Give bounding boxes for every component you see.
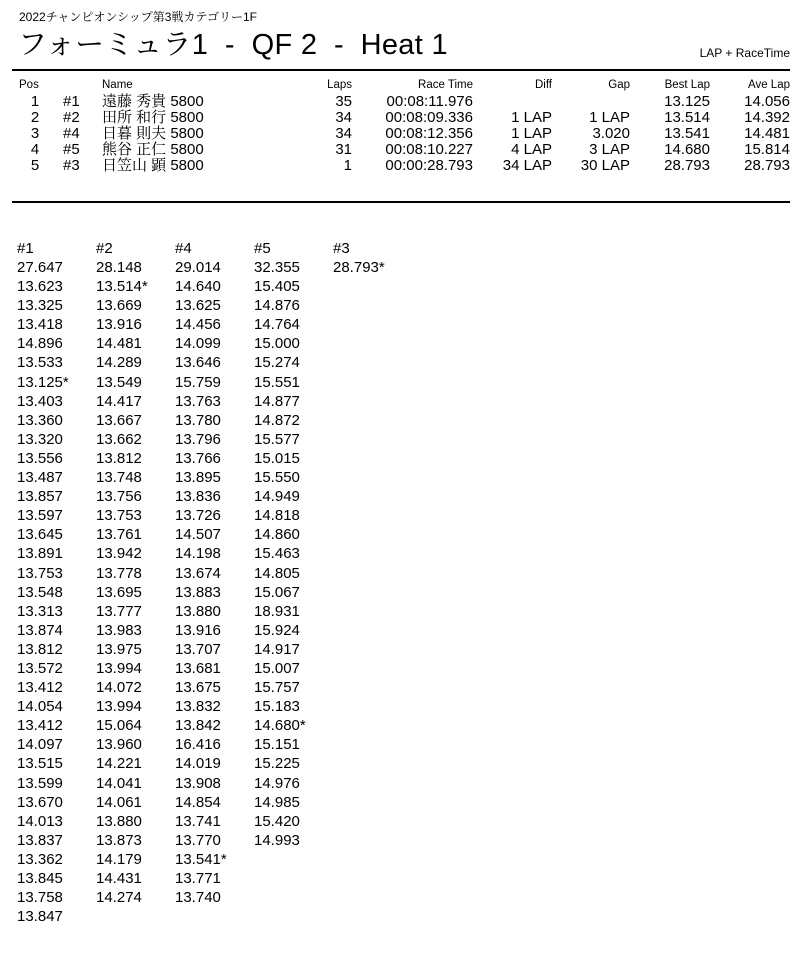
results-table: [0, 79, 800, 174]
lap-time-cell: 13.695: [96, 583, 142, 601]
cell-race-time: 00:08:11.976: [386, 93, 473, 110]
lap-column: [333, 239, 413, 277]
cell-diff: 34 LAP: [502, 157, 552, 174]
lap-time-cell: 13.812: [17, 640, 63, 658]
lap-time-cell: 14.431: [96, 870, 142, 887]
lap-time-cell: 13.883: [175, 583, 221, 601]
lap-time-cell: 13.942: [96, 545, 142, 563]
lap-time-cell: 13.549: [96, 373, 142, 391]
lap-time-cell: 13.669: [96, 297, 142, 315]
cell-race-time: 00:08:12.356: [385, 125, 473, 142]
lap-column: [17, 239, 97, 926]
lap-time-cell: 15.405: [254, 278, 300, 296]
lap-time-cell: 13.766: [175, 449, 221, 467]
lap-time-cell: 13.908: [175, 774, 221, 792]
lap-time-cell: 13.681: [175, 659, 221, 677]
lap-time-cell: 14.896: [17, 335, 63, 353]
cell-ave-lap: 14.481: [744, 125, 790, 142]
lap-time-cell: 13.674: [175, 564, 221, 582]
cell-ave-lap: 15.814: [744, 141, 790, 158]
lap-time-cell: 13.891: [17, 545, 63, 563]
lap-time-cell: 13.515: [17, 755, 63, 773]
lap-time-cell: 14.876: [254, 297, 300, 315]
col-header-laps: Laps: [327, 79, 352, 91]
lap-time-cell: 13.975: [96, 640, 142, 658]
lap-time-cell: 14.860: [254, 526, 300, 544]
lap-time-cell: 14.289: [96, 354, 142, 372]
lap-time-cell: 14.041: [96, 774, 142, 792]
table-row: [0, 158, 800, 174]
lap-column: [254, 239, 334, 850]
lap-time-cell: 13.740: [175, 889, 221, 907]
lap-time-cell: 15.924: [254, 621, 300, 639]
lap-time-cell: 15.463: [254, 545, 300, 563]
col-header-name: Name: [102, 79, 133, 91]
lap-time-cell: 13.623: [17, 278, 63, 296]
lap-time-cell: 13.662: [96, 430, 142, 448]
lap-time-cell: 29.014: [175, 259, 221, 276]
lap-column-header: #1: [17, 240, 34, 257]
lap-time-cell: 28.148: [96, 259, 142, 276]
cell-position: 2: [30, 109, 40, 126]
col-header-race-time: Race Time: [418, 79, 473, 91]
lap-time-cell: 14.680*: [254, 717, 306, 735]
cell-best-lap: 13.541: [664, 125, 710, 142]
cell-position: 5: [30, 157, 40, 174]
results-body: [0, 94, 800, 174]
lap-time-cell: 14.221: [96, 755, 142, 773]
lap-time-cell: 14.818: [254, 507, 300, 525]
lap-time-cell: 14.099: [175, 335, 221, 353]
lap-time-cell: 13.812: [96, 449, 142, 467]
lap-time-cell: 14.949: [254, 488, 300, 506]
lap-time-cell: 13.842: [175, 717, 221, 735]
cell-gap: 3.020: [592, 125, 630, 142]
lap-time-cell: 13.880: [175, 602, 221, 620]
table-row: [0, 142, 800, 158]
lap-time-cell: 18.931: [254, 602, 300, 620]
cell-driver-name: 遠藤 秀貴 5800: [102, 93, 204, 110]
lap-time-cell: 13.761: [96, 526, 142, 544]
lap-time-cell: 13.895: [175, 469, 221, 487]
lap-column: [175, 239, 255, 907]
lap-time-cell: 13.753: [96, 507, 142, 525]
cell-laps-count: 34: [335, 109, 352, 126]
lap-time-cell: 13.675: [175, 679, 221, 697]
col-header-gap: Gap: [608, 79, 630, 91]
lap-time-cell: 27.647: [17, 259, 63, 276]
lap-time-cell: 13.487: [17, 469, 63, 487]
lap-time-cell: 13.960: [96, 736, 142, 754]
lap-time-cell: 14.013: [17, 812, 63, 830]
lap-time-cell: 13.645: [17, 526, 63, 544]
lap-time-cell: 14.097: [17, 736, 63, 754]
lap-time-cell: 13.756: [96, 488, 142, 506]
lap-time-cell: 13.360: [17, 411, 63, 429]
cell-ave-lap: 14.056: [744, 93, 790, 110]
cell-laps-count: 1: [343, 157, 352, 174]
lap-time-cell: 13.994: [96, 659, 142, 677]
lap-time-cell: 15.064: [96, 717, 142, 735]
results-divider: [12, 201, 790, 203]
lap-time-cell: 13.362: [17, 850, 63, 868]
lap-time-cell: 14.872: [254, 411, 300, 429]
lap-time-cell: 15.759: [175, 373, 221, 391]
lap-time-cell: 15.015: [254, 449, 300, 467]
cell-position: 3: [30, 125, 40, 142]
lap-column-header: #2: [96, 240, 113, 257]
cell-laps-count: 31: [335, 141, 352, 158]
lap-time-cell: 14.179: [96, 850, 142, 868]
table-row: [0, 126, 800, 142]
lap-time-cell: 13.778: [96, 564, 142, 582]
cell-race-time: 00:00:28.793: [385, 157, 473, 174]
cell-best-lap: 14.680: [664, 141, 710, 158]
lap-time-cell: 13.748: [96, 469, 142, 487]
lap-time-cell: 13.670: [17, 793, 63, 811]
lap-time-cell: 32.355: [254, 259, 300, 276]
lap-time-cell: 15.577: [254, 430, 300, 448]
cell-diff: 1 LAP: [511, 109, 552, 126]
lap-time-cell: 13.556: [17, 449, 63, 467]
lap-time-cell: 13.514*: [96, 278, 148, 296]
cell-race-time: 00:08:09.336: [385, 109, 473, 126]
lap-time-cell: 28.793*: [333, 259, 385, 276]
cell-position: 1: [30, 93, 40, 110]
lap-time-cell: 13.916: [175, 621, 221, 639]
cell-best-lap: 28.793: [664, 157, 710, 174]
lap-time-cell: 13.707: [175, 640, 221, 658]
col-header-best-lap: Best Lap: [664, 79, 710, 91]
cell-race-time: 00:08:10.227: [385, 141, 473, 158]
lap-time-cell: 15.183: [254, 698, 300, 716]
lap-time-cell: 15.007: [254, 659, 300, 677]
results-header-row: [0, 79, 800, 94]
lap-time-cell: 14.640: [175, 278, 221, 296]
cell-ave-lap: 28.793: [744, 157, 790, 174]
table-row: [0, 110, 800, 126]
lap-time-cell: 15.550: [254, 469, 300, 487]
lap-time-cell: 16.416: [175, 736, 221, 754]
lap-time-cell: 13.837: [17, 831, 63, 849]
cell-car-number: #3: [63, 157, 80, 174]
cell-driver-name: 日笠山 顕 5800: [102, 157, 204, 174]
lap-time-cell: 13.758: [17, 889, 63, 907]
lap-time-cell: 15.420: [254, 812, 300, 830]
cell-driver-name: 日暮 則夫 5800: [102, 125, 204, 142]
lap-time-cell: 13.412: [17, 717, 63, 735]
page-title: フォーミュラ1 - QF 2 - Heat 1: [18, 29, 448, 61]
cell-car-number: #5: [63, 141, 80, 158]
lap-time-cell: 15.551: [254, 373, 300, 391]
lap-time-cell: 13.403: [17, 392, 63, 410]
report-mode-label: LAP + RaceTime: [699, 46, 790, 60]
lap-time-cell: 15.067: [254, 583, 300, 601]
cell-diff: 4 LAP: [511, 141, 552, 158]
lap-time-cell: 13.313: [17, 602, 63, 620]
lap-time-cell: 13.845: [17, 870, 63, 887]
cell-gap: 3 LAP: [589, 141, 630, 158]
lap-time-cell: 13.646: [175, 354, 221, 372]
lap-time-cell: 15.000: [254, 335, 300, 353]
lap-time-cell: 13.325: [17, 297, 63, 315]
lap-time-cell: 13.847: [17, 908, 63, 926]
cell-car-number: #1: [63, 93, 80, 110]
col-header-diff: Diff: [534, 79, 552, 91]
lap-time-cell: 14.417: [96, 392, 142, 410]
lap-time-cell: 13.796: [175, 430, 221, 448]
cell-car-number: #4: [63, 125, 80, 142]
lap-time-cell: 14.019: [175, 755, 221, 773]
lap-time-cell: 13.667: [96, 411, 142, 429]
header-divider: [12, 69, 790, 71]
table-row: [0, 94, 800, 110]
lap-time-cell: 13.741: [175, 812, 221, 830]
lap-time-cell: 14.054: [17, 698, 63, 716]
col-header-ave-lap: Ave Lap: [748, 79, 790, 91]
cell-best-lap: 13.125: [664, 93, 710, 110]
lap-time-cell: 13.994: [96, 698, 142, 716]
cell-gap: 1 LAP: [589, 109, 630, 126]
lap-time-cell: 13.777: [96, 602, 142, 620]
lap-time-cell: 13.880: [96, 812, 142, 830]
lap-time-cell: 13.770: [175, 831, 221, 849]
lap-time-cell: 13.771: [175, 870, 221, 887]
lap-time-cell: 14.061: [96, 793, 142, 811]
lap-time-cell: 13.753: [17, 564, 63, 582]
lap-time-cell: 13.916: [96, 316, 142, 334]
lap-time-cell: 15.225: [254, 755, 300, 773]
lap-time-cell: 13.873: [96, 831, 142, 849]
lap-time-cell: 13.832: [175, 698, 221, 716]
lap-time-cell: 15.274: [254, 354, 300, 372]
lap-time-cell: 13.125*: [17, 373, 69, 391]
lap-time-cell: 13.625: [175, 297, 221, 315]
lap-time-cell: 13.874: [17, 621, 63, 639]
lap-time-cell: 14.456: [175, 316, 221, 334]
lap-column-header: #3: [333, 240, 350, 257]
lap-time-cell: 13.418: [17, 316, 63, 334]
lap-time-cell: 13.599: [17, 774, 63, 792]
lap-time-cell: 13.780: [175, 411, 221, 429]
cell-laps-count: 34: [335, 125, 352, 142]
cell-diff: 1 LAP: [511, 125, 552, 142]
lap-time-cell: 15.757: [254, 679, 300, 697]
lap-column: [96, 239, 176, 907]
lap-time-cell: 13.597: [17, 507, 63, 525]
col-header-pos: Pos: [19, 79, 39, 91]
lap-time-cell: 14.877: [254, 392, 300, 410]
lap-time-cell: 13.726: [175, 507, 221, 525]
lap-time-cell: 14.274: [96, 889, 142, 907]
lap-time-cell: 14.198: [175, 545, 221, 563]
cell-driver-name: 田所 和行 5800: [102, 109, 204, 126]
lap-time-cell: 13.541*: [175, 850, 227, 868]
lap-time-cell: 14.854: [175, 793, 221, 811]
lap-time-cell: 15.151: [254, 736, 300, 754]
lap-time-cell: 14.976: [254, 774, 300, 792]
cell-best-lap: 13.514: [664, 109, 710, 126]
lap-time-cell: 14.993: [254, 831, 300, 849]
lap-time-cell: 13.836: [175, 488, 221, 506]
cell-gap: 30 LAP: [580, 157, 630, 174]
lap-time-cell: 13.320: [17, 430, 63, 448]
cell-ave-lap: 14.392: [744, 109, 790, 126]
lap-time-cell: 14.917: [254, 640, 300, 658]
lap-time-cell: 13.412: [17, 679, 63, 697]
lap-time-cell: 14.764: [254, 316, 300, 334]
lap-time-cell: 13.572: [17, 659, 63, 677]
event-subtitle: 2022チャンピオンシップ第3戦カテゴリー1F: [19, 10, 257, 24]
cell-position: 4: [30, 141, 40, 158]
lap-time-cell: 13.548: [17, 583, 63, 601]
cell-car-number: #2: [63, 109, 80, 126]
lap-column-header: #5: [254, 240, 271, 257]
lap-time-cell: 13.533: [17, 354, 63, 372]
lap-time-cell: 14.481: [96, 335, 142, 353]
lap-time-cell: 14.805: [254, 564, 300, 582]
cell-laps-count: 35: [335, 93, 352, 110]
lap-column-header: #4: [175, 240, 192, 257]
lap-time-cell: 13.983: [96, 621, 142, 639]
lap-time-cell: 14.072: [96, 679, 142, 697]
lap-time-cell: 13.857: [17, 488, 63, 506]
lap-time-cell: 14.985: [254, 793, 300, 811]
lap-time-cell: 14.507: [175, 526, 221, 544]
cell-driver-name: 熊谷 正仁 5800: [102, 141, 204, 158]
lap-time-cell: 13.763: [175, 392, 221, 410]
